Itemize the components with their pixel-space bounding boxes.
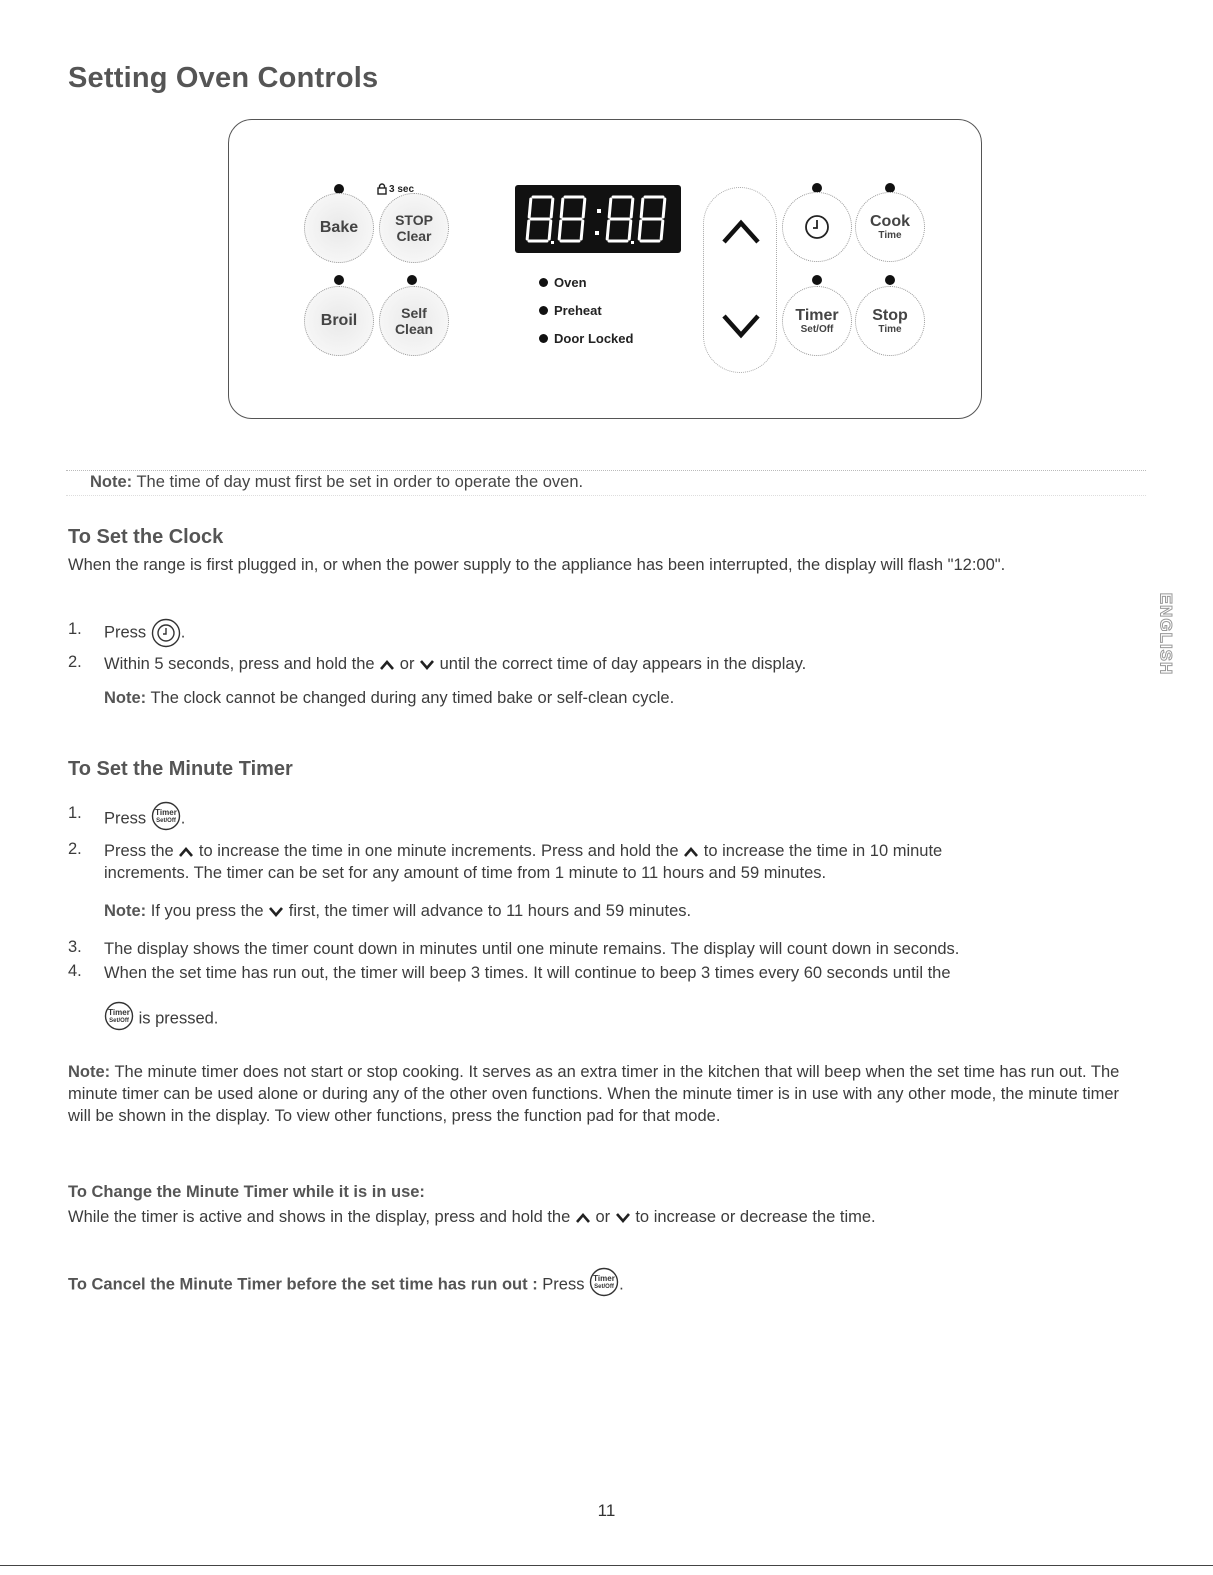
digital-display [515,185,681,253]
up-arrow-icon [379,659,395,671]
up-arrow-icon [575,1212,591,1224]
timer-pad[interactable] [782,286,852,356]
stop-clear-pad-label-2: Clear [396,228,432,244]
svg-text:Timer: Timer [593,1274,615,1283]
indicator-preheat-dot [539,306,548,315]
bake-pad[interactable] [304,193,374,263]
display-digit [639,197,665,241]
up-arrow-icon [178,846,194,858]
timer-step2-number: 2. [68,840,82,858]
page-number: 11 [597,1501,616,1520]
up-arrow-icon [683,846,699,858]
down-arrow-icon [615,1212,631,1224]
clock-step2-number: 2. [68,653,82,671]
self-clean-indicator-dot [407,275,417,285]
display-colon-dot [597,209,601,213]
lock-icon [377,183,387,195]
arrow-pad-group [703,187,777,373]
cook-time-pad[interactable] [855,192,925,262]
clock-icon [803,213,831,241]
stop-time-indicator-dot [885,275,895,285]
svg-text:Timer: Timer [108,1008,130,1017]
clock-step1: Press . [104,618,185,648]
timer-step4-number: 4. [68,962,82,980]
indicator-oven-dot [539,278,548,287]
down-arrow-icon [268,906,284,918]
timer-icon [104,1001,134,1037]
clock-step2: Within 5 seconds, press and hold the or until the correct time of day appears in the display. [104,655,807,673]
control-panel [228,119,982,419]
timer-note: Note: If you press the first, the timer will advance to 11 hours and 59 minutes. [104,902,692,920]
clock-note: Note: The clock cannot be changed during any timed bake or self-clean cycle. [104,689,675,707]
clock-intro: When the range is first plugged in, or when the power supply to the appliance has been interrupted, the display will flash "12:00". [68,556,1006,574]
down-arrow-icon [419,659,435,671]
page-title: Setting Oven Controls [68,62,379,94]
svg-text:Set/Off: Set/Off [155,818,176,824]
display-decimal-dot [551,241,554,244]
timer-step1-number: 1. [68,804,82,822]
display-digit [527,197,553,241]
broil-pad[interactable] [304,286,374,356]
stop-time-pad[interactable] [855,286,925,356]
display-digit [607,197,633,241]
heading-set-minute-timer: To Set the Minute Timer [68,758,293,780]
svg-text:Set/Off: Set/Off [109,1018,129,1024]
bake-pad-label: Bake [319,219,359,236]
clock-icon [151,618,181,648]
stop-time-pad-label-2: Time [878,323,902,335]
self-clean-pad-label-1: Self [401,305,427,321]
timer-icon [151,801,181,837]
display-digit [559,197,585,241]
up-arrow-button[interactable] [721,218,761,246]
self-clean-pad[interactable] [379,286,449,356]
footer-rule [0,1565,1213,1566]
indicator-door-locked-dot [539,334,548,343]
timer-step4-tail: Timer Set/Off is pressed. [104,1001,218,1037]
svg-text:Timer: Timer [154,808,177,817]
indicator-preheat: Preheat [539,303,602,318]
change-timer-text: While the timer is active and shows in the display, press and hold the or to increase or decrease the time. [68,1208,876,1226]
clock-step1-number: 1. [68,620,82,638]
stop-clear-pad-label-1: STOP [395,212,433,228]
broil-indicator-dot [334,275,344,285]
timer-step2-continued: increments. The timer can be set for any amount of time from 1 minute to 11 hours and 59 minutes. [104,864,827,882]
svg-text:Set/Off: Set/Off [594,1284,614,1290]
lock-label: 3 sec [389,183,415,195]
heading-change-minute-timer: To Change the Minute Timer while it is in use: [68,1183,425,1201]
display-colon-dot [595,231,599,235]
indicator-oven: Oven [539,275,587,290]
minute-timer-note: Note: The minute timer does not start or stop cooking. It serves as an extra timer in the kitchen that will beep when the set time has run out. The minute timer can be used alone or during any of the other oven functions. When the minute timer is in use with any other mode, the minute timer will be shown in the display. To view other functions, press the function pad for that mode. [68,1063,1120,1125]
cancel-timer-line: To Cancel the Minute Timer before the set time has run out : Press Timer Set/Off . [68,1267,624,1303]
timer-step3-number: 3. [68,938,82,956]
timer-step4: When the set time has run out, the timer will beep 3 times. It will continue to beep 3 times every 60 seconds until the [104,964,951,982]
down-arrow-button[interactable] [721,312,761,340]
self-clean-pad-label-2: Clean [394,321,434,337]
stop-clear-pad[interactable] [379,193,449,263]
display-decimal-dot [631,241,634,244]
heading-cancel-minute-timer: To Cancel the Minute Timer before the set time has run out : [68,1275,538,1294]
cook-time-pad-label-2: Time [878,229,902,241]
timer-step2: Press the to increase the time in one minute increments. Press and hold the to increase the time in 10 minute [104,842,943,860]
heading-set-clock: To Set the Clock [68,526,224,548]
note-time-of-day: Note: The time of day must first be set in order to operate the oven. [66,470,1146,496]
stop-time-pad-label-1: Stop [872,306,908,324]
cook-time-pad-label-1: Cook [870,212,910,230]
language-side-tab: ENGLISH [1156,592,1175,676]
timer-icon [589,1267,619,1303]
seven-segment-digits [515,185,681,253]
timer-pad-label-2: Set/Off [800,323,834,335]
clock-pad[interactable] [782,192,852,262]
timer-step3: The display shows the timer count down in minutes until one minute remains. The display will count down in seconds. [104,940,960,958]
timer-pad-label-1: Timer [795,306,839,324]
indicator-door-locked: Door Locked [539,331,633,346]
broil-pad-label: Broil [320,312,358,329]
timer-indicator-dot [812,275,822,285]
timer-step1: Press Timer Set/Off . [104,801,185,837]
